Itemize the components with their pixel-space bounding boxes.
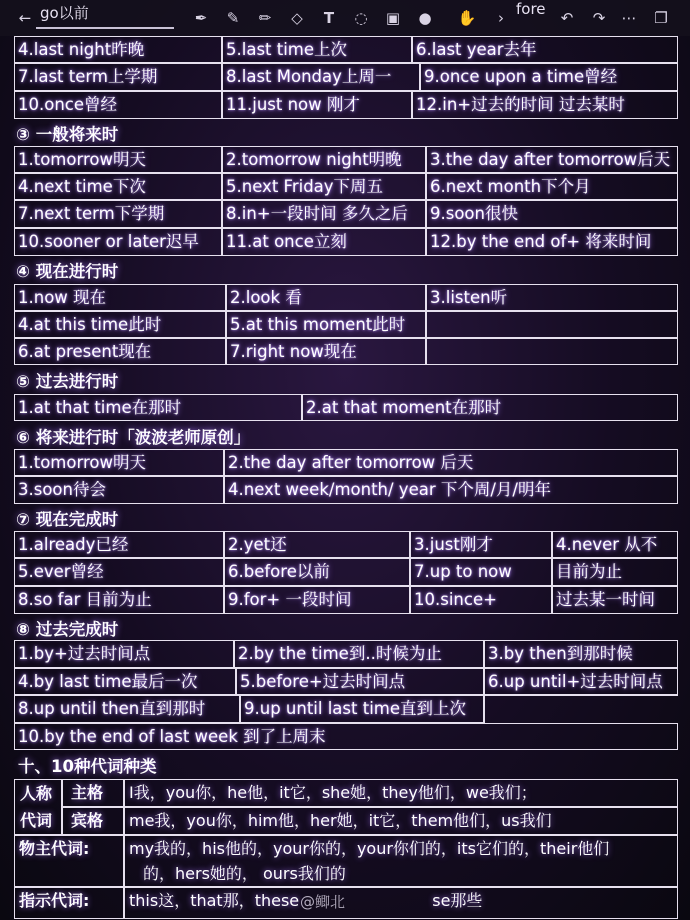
table-row xyxy=(14,558,678,586)
table-row xyxy=(14,200,678,228)
table-cell: 8.so far 目前为止 xyxy=(14,586,224,614)
table-cell xyxy=(426,338,678,365)
table-cell xyxy=(484,695,678,723)
table-row xyxy=(14,695,678,723)
table-row xyxy=(14,476,678,504)
table-cell: 1.by+过去时间点 xyxy=(14,640,234,668)
table-cell: 10.since+ xyxy=(410,586,552,614)
table-cell: 8.in+一段时间 多久之后 xyxy=(222,200,426,228)
section-heading: ④ 现在进行时 xyxy=(16,262,119,281)
pronoun-table xyxy=(14,779,678,919)
table-cell: 3.listen听 xyxy=(426,284,678,311)
table-cell: 2.by the time到..时候为止 xyxy=(234,640,484,668)
table-cell: 5.before+过去时间点 xyxy=(236,668,484,695)
personal-label-line2: 代词 xyxy=(20,811,53,830)
table-row xyxy=(14,91,678,119)
table-cell: 7.right now现在 xyxy=(226,338,426,365)
table-cell: 4.next time下次 xyxy=(14,173,222,200)
watermark: @鲫北 xyxy=(300,893,346,911)
table-row xyxy=(14,586,678,614)
table-cell: 4.by last time最后一次 xyxy=(14,668,236,695)
forward-arrow-icon[interactable]: › xyxy=(498,9,504,27)
table-cell: 1.tomorrow明天 xyxy=(14,449,224,476)
back-arrow-icon[interactable]: ← xyxy=(18,9,32,27)
table-row xyxy=(14,531,678,558)
table-row xyxy=(14,394,678,421)
image-icon[interactable]: ▣ xyxy=(385,9,401,27)
undo-icon[interactable]: ↶ xyxy=(560,9,574,27)
table-cell: 5.ever曾经 xyxy=(14,558,224,586)
table-cell: 6.before以前 xyxy=(224,558,410,586)
object-case-text: me我，you你，him他，her她，it它，them他们，us我们 xyxy=(124,807,678,835)
redo-icon[interactable]: ↷ xyxy=(592,9,606,27)
table-cell: 3.the day after tomorrow后天 xyxy=(426,146,678,173)
table-row xyxy=(14,723,678,750)
table-cell: 3.soon待会 xyxy=(14,476,224,504)
table-row xyxy=(14,228,678,256)
table-cell: 5.last time上次 xyxy=(222,36,412,63)
table-cell: 6.up until+过去时间点 xyxy=(484,668,678,695)
demonstrative-text-end: se那些 xyxy=(432,891,483,910)
microphone-icon[interactable]: ● xyxy=(418,9,432,27)
table-row xyxy=(14,146,678,173)
lasso-icon[interactable]: ◌ xyxy=(354,9,368,27)
table-cell: 1.now 现在 xyxy=(14,284,226,311)
table-cell: 7.next term下学期 xyxy=(14,200,222,228)
table-cell: 1.tomorrow明天 xyxy=(14,146,222,173)
hand-icon[interactable]: ✋ xyxy=(457,9,477,27)
table-cell: 6.last year去年 xyxy=(412,36,678,63)
table-cell: 3.by then到那时候 xyxy=(484,640,678,668)
section-heading: ⑦ 现在完成时 xyxy=(16,510,119,529)
table-cell: 1.already已经 xyxy=(14,531,224,558)
table-cell: 4.never 从不 xyxy=(552,531,678,558)
highlighter-icon[interactable]: ✎ xyxy=(226,9,240,27)
table-cell: 8.up until then直到那时 xyxy=(14,695,240,723)
demonstrative-text-start: this这，that那，these xyxy=(129,891,300,910)
table-cell: 4.next week/month/ year 下个周/月/明年 xyxy=(224,476,678,504)
pages-icon[interactable]: ❐ xyxy=(654,9,668,27)
table-cell: 2.yet还 xyxy=(224,531,410,558)
toolbar xyxy=(0,0,690,36)
table-cell: 5.at this moment此时 xyxy=(226,311,426,338)
personal-label-line1: 人称 xyxy=(20,784,53,803)
demonstrative-label: 指示代词: xyxy=(14,887,124,919)
table-cell: 9.up until last time直到上次 xyxy=(240,695,484,723)
table-row xyxy=(14,338,678,365)
possessive-label: 物主代词: xyxy=(14,835,124,887)
table-cell: 6.at present现在 xyxy=(14,338,226,365)
section-heading: 十、10种代词种类 xyxy=(18,757,157,776)
table-cell: 9.soon很快 xyxy=(426,200,678,228)
table-cell: 3.just刚才 xyxy=(410,531,552,558)
table-cell: 7.up to now xyxy=(410,558,552,586)
table-cell: 4.at this time此时 xyxy=(14,311,226,338)
table-cell: 12.in+过去的时间 过去某时 xyxy=(412,91,678,119)
table-cell: 10.sooner or later迟早 xyxy=(14,228,222,256)
table-cell: 8.last Monday上周一 xyxy=(222,63,420,91)
section-heading: ⑤ 过去进行时 xyxy=(16,372,119,391)
table-row xyxy=(14,284,678,311)
table-cell: 2.tomorrow night明晚 xyxy=(222,146,426,173)
table-cell: 2.at that moment在那时 xyxy=(302,394,678,421)
table-cell: 1.at that time在那时 xyxy=(14,394,302,421)
table-cell: 12.by the end of+ 将来时间 xyxy=(426,228,678,256)
demonstrative-text xyxy=(124,887,678,919)
table-row xyxy=(14,311,678,338)
text-icon[interactable]: T xyxy=(323,9,335,27)
table-cell: 4.last night昨晚 xyxy=(14,36,222,63)
subject-case-text: I我，you你，he他，it它，she她，they他们，we我们； xyxy=(124,779,678,807)
table-cell: 7.last term上学期 xyxy=(14,63,222,91)
table-cell: 11.just now 刚才 xyxy=(222,91,412,119)
search-term-left[interactable]: go以前 xyxy=(40,4,89,22)
subject-case-label: 主格 xyxy=(62,779,124,807)
section-heading: ③ 一般将来时 xyxy=(16,125,119,144)
table-cell xyxy=(426,311,678,338)
pen-icon[interactable]: ✒ xyxy=(194,9,208,27)
table-cell: 6.next month下个月 xyxy=(426,173,678,200)
table-row xyxy=(14,640,678,668)
marker-icon[interactable]: ✏ xyxy=(258,9,272,27)
table-row xyxy=(14,63,678,91)
table-cell: 5.next Friday下周五 xyxy=(222,173,426,200)
search-term-right[interactable]: fore xyxy=(516,0,546,18)
personal-pronoun-label xyxy=(14,779,62,835)
more-icon[interactable]: ⋯ xyxy=(621,9,637,27)
table-cell: 9.for+ 一段时间 xyxy=(224,586,410,614)
table-row xyxy=(14,668,678,695)
table-cell: 10.once曾经 xyxy=(14,91,222,119)
table-cell: 10.by the end of last week 到了上周末 xyxy=(14,723,678,750)
table-cell: 2.look 看 xyxy=(226,284,426,311)
object-case-label: 宾格 xyxy=(62,807,124,835)
table-cell: 11.at once立刻 xyxy=(222,228,426,256)
table-cell: 过去某一时间 xyxy=(552,586,678,614)
possessive-line: my我的，his他的，your你的，your你们的，its它们的，their他们 xyxy=(129,839,610,858)
table-cell: 目前为止 xyxy=(552,558,678,586)
possessive-text xyxy=(124,835,678,887)
table-cell: 2.the day after tomorrow 后天 xyxy=(224,449,678,476)
table-cell: 9.once upon a time曾经 xyxy=(420,63,678,91)
table-row xyxy=(14,36,678,63)
section-heading: ⑥ 将来进行时「波波老师原创」 xyxy=(16,428,251,447)
eraser-icon[interactable]: ◇ xyxy=(291,9,303,27)
section-heading: ⑧ 过去完成时 xyxy=(16,620,119,639)
possessive-line: 的，hers她的， ours我们的 xyxy=(143,864,346,883)
table-row xyxy=(14,173,678,200)
table-row xyxy=(14,449,678,476)
search-underline xyxy=(36,27,174,29)
